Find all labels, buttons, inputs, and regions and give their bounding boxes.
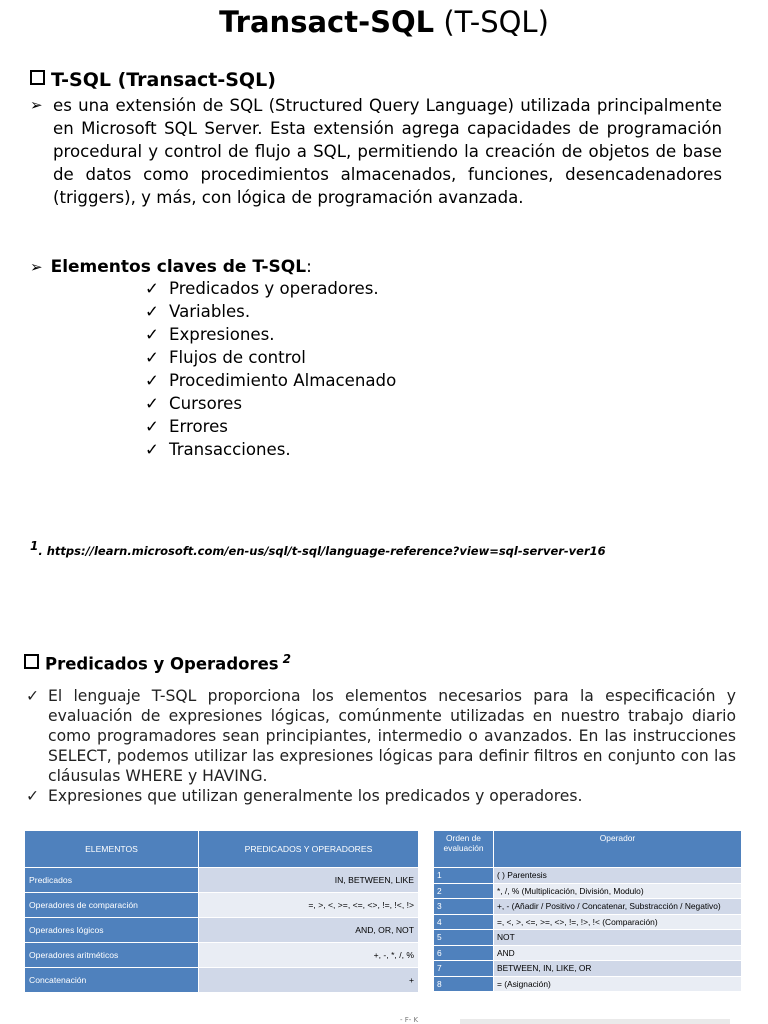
elements-heading bbox=[30, 255, 312, 279]
check-icon: ✓ bbox=[145, 394, 159, 413]
column-header: Operador bbox=[494, 831, 742, 868]
list-item-text: Procedimiento Almacenado bbox=[169, 371, 397, 390]
elements-operators-table bbox=[24, 830, 419, 993]
list-item-text: Expresiones. bbox=[169, 325, 275, 344]
page-title bbox=[0, 4, 768, 40]
table-cell: IN, BETWEEN, LIKE bbox=[199, 868, 419, 893]
table-cell: =, <, >, <=, >=, <>, !=, !>, !< (Comparación) bbox=[494, 914, 742, 930]
section1-heading bbox=[30, 68, 276, 92]
table-cell: Operadores lógicos bbox=[25, 918, 199, 943]
list-item bbox=[24, 786, 736, 806]
table-cell: 3 bbox=[434, 899, 494, 915]
list-item bbox=[145, 300, 396, 323]
elements-heading-colon: : bbox=[306, 257, 312, 277]
section2-body bbox=[24, 686, 736, 806]
page-mark: - F- K bbox=[400, 1016, 419, 1024]
check-icon: ✓ bbox=[26, 687, 40, 705]
table-cell: BETWEEN, IN, LIKE, OR bbox=[494, 961, 742, 977]
check-icon: ✓ bbox=[145, 417, 159, 436]
table-header-row bbox=[434, 831, 742, 868]
check-icon: ✓ bbox=[145, 348, 159, 367]
check-icon: ✓ bbox=[145, 279, 159, 298]
list-item bbox=[145, 277, 396, 300]
table-cell: +, - (Añadir / Positivo / Concatenar, Substracción / Negativo) bbox=[494, 899, 742, 915]
check-icon: ✓ bbox=[145, 302, 159, 321]
list-item-text: Cursores bbox=[169, 394, 243, 413]
table-row bbox=[25, 943, 419, 968]
table-cell: 8 bbox=[434, 976, 494, 992]
table-row bbox=[25, 893, 419, 918]
title-main: Transact-SQL bbox=[219, 5, 435, 39]
table-cell: ( ) Parentesis bbox=[494, 868, 742, 884]
footnote-number: 1 bbox=[30, 539, 39, 553]
bottom-divider bbox=[460, 1019, 730, 1024]
table-row bbox=[434, 914, 742, 930]
tsql-description bbox=[30, 94, 722, 209]
table-cell: Concatenación bbox=[25, 968, 199, 993]
table-cell: *, /, % (Multiplicación, División, Modulo) bbox=[494, 883, 742, 899]
column-header: PREDICADOS Y OPERADORES bbox=[199, 831, 419, 868]
table-cell: +, -, *, /, % bbox=[199, 943, 419, 968]
section2-paragraph1: El lenguaje T-SQL proporciona los elementos necesarios para la especificación y evaluación de expresiones lógicas, comúnmente utilizadas en nuestro trabajo diario como programadores sean principiantes, intermedio o avanzados. En las instrucciones SELECT, podemos utilizar las expresiones lógicas para definir filtros en conjunto con las cláusulas WHERE y HAVING. bbox=[48, 687, 736, 785]
list-item-text: Flujos de control bbox=[169, 348, 306, 367]
table-cell: Predicados bbox=[25, 868, 199, 893]
section2-paragraph2: Expresiones que utilizan generalmente los predicados y operadores. bbox=[48, 787, 583, 805]
table-row bbox=[434, 961, 742, 977]
list-item-text: Predicados y operadores. bbox=[169, 279, 379, 298]
evaluation-order-table bbox=[433, 830, 742, 992]
table-cell: + bbox=[199, 968, 419, 993]
list-item bbox=[145, 438, 396, 461]
column-header: Orden de evaluación bbox=[434, 831, 494, 868]
section2-heading bbox=[24, 647, 291, 677]
table-row bbox=[434, 868, 742, 884]
table-cell: 7 bbox=[434, 961, 494, 977]
check-icon: ✓ bbox=[145, 325, 159, 344]
table-cell: = (Asignación) bbox=[494, 976, 742, 992]
section2-heading-text: Predicados y Operadores bbox=[45, 654, 279, 674]
table-cell: 5 bbox=[434, 930, 494, 946]
check-icon: ✓ bbox=[145, 371, 159, 390]
footnote-ref: 2 bbox=[282, 652, 291, 666]
table-row bbox=[434, 899, 742, 915]
arrow-bullet-icon: ➢ bbox=[30, 96, 43, 114]
table-row bbox=[25, 868, 419, 893]
list-item-text: Variables. bbox=[169, 302, 251, 321]
list-item bbox=[145, 369, 396, 392]
list-item bbox=[145, 346, 396, 369]
table-cell: 1 bbox=[434, 868, 494, 884]
tsql-description-text: es una extensión de SQL (Structured Query Language) utilizada principalmente en Microsoft SQL Server. Esta extensión agrega capacidades de programación procedural y control de flujo a SQL, permitiendo la creación de objetos de base de datos como procedimientos almacenados, funciones, desencadenadores (triggers), y más, con lógica de programación avanzada. bbox=[53, 96, 722, 207]
square-bullet-icon bbox=[24, 654, 39, 669]
table-row bbox=[434, 883, 742, 899]
title-paren: (T-SQL) bbox=[434, 5, 549, 39]
footnote bbox=[30, 536, 606, 561]
check-icon: ✓ bbox=[26, 787, 40, 805]
footnote-link[interactable]: . https://learn.microsoft.com/en-us/sql/t-sql/language-reference?view=sql-server-ver16 bbox=[38, 543, 606, 558]
table-row bbox=[434, 945, 742, 961]
arrow-bullet-icon: ➢ bbox=[30, 258, 43, 276]
table-cell: AND, OR, NOT bbox=[199, 918, 419, 943]
list-item bbox=[145, 323, 396, 346]
table-cell: AND bbox=[494, 945, 742, 961]
table-cell: Operadores de comparación bbox=[25, 893, 199, 918]
elements-heading-text: Elementos claves de T-SQL bbox=[50, 257, 307, 277]
table-row bbox=[25, 918, 419, 943]
table-cell: NOT bbox=[494, 930, 742, 946]
square-bullet-icon bbox=[30, 70, 45, 85]
column-header: ELEMENTOS bbox=[25, 831, 199, 868]
table-cell: =, >, <, >=, <=, <>, !=, !<, !> bbox=[199, 893, 419, 918]
list-item bbox=[145, 415, 396, 438]
list-item-text: Transacciones. bbox=[169, 440, 291, 459]
table-cell: 2 bbox=[434, 883, 494, 899]
table-cell: Operadores aritméticos bbox=[25, 943, 199, 968]
table-cell: 6 bbox=[434, 945, 494, 961]
list-item bbox=[145, 392, 396, 415]
table-row bbox=[25, 968, 419, 993]
list-item bbox=[24, 686, 736, 786]
table-row bbox=[434, 976, 742, 992]
list-item-text: Errores bbox=[169, 417, 228, 436]
check-icon: ✓ bbox=[145, 440, 159, 459]
table-header-row bbox=[25, 831, 419, 868]
elements-checklist bbox=[145, 277, 396, 461]
section1-heading-text: T-SQL (Transact-SQL) bbox=[51, 69, 276, 91]
table-row bbox=[434, 930, 742, 946]
table-cell: 4 bbox=[434, 914, 494, 930]
